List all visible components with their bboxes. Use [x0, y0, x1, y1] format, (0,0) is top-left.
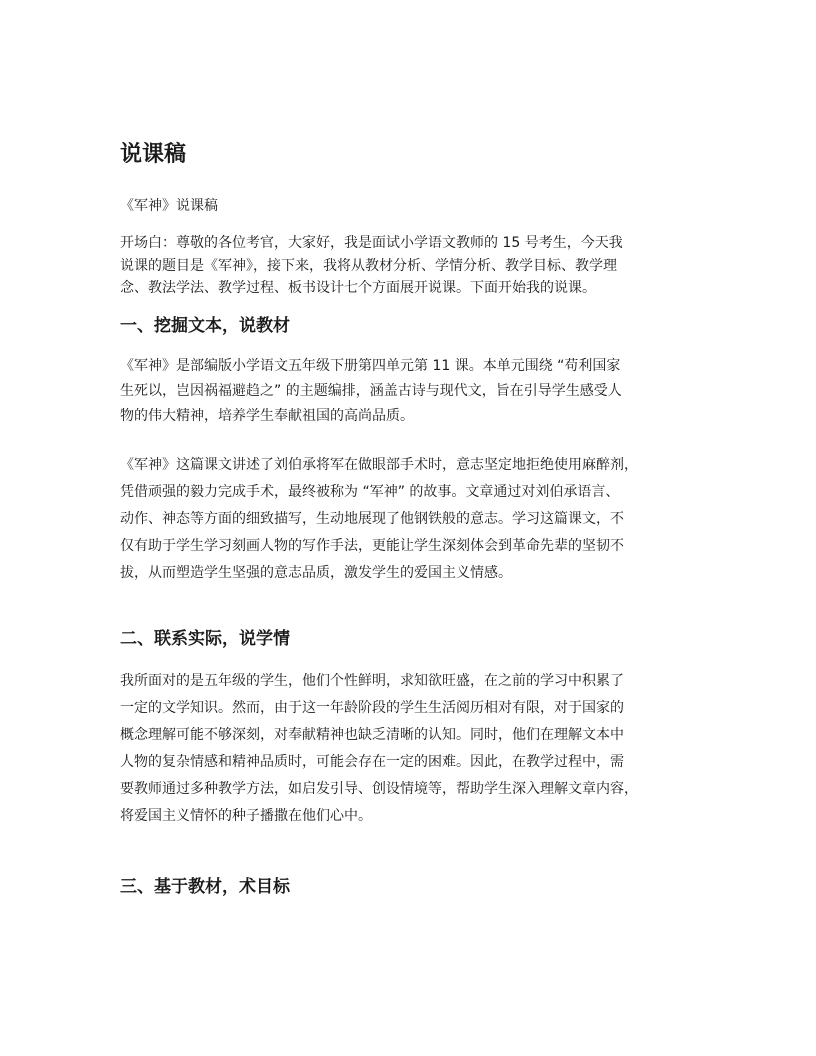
lesson-subtitle: 《军神》说课稿	[120, 198, 218, 214]
text-line: 《军神》这篇课文讲述了刘伯承将军在做眼部手术时，意志坚定地拒绝使用麻醉剂，	[120, 457, 638, 473]
text-line: 一定的文学知识。然而，由于这一年龄阶段的学生生活阅历相对有限，对于国家的	[120, 700, 624, 716]
textbook-paragraph-1	[120, 354, 710, 429]
document-title: 说课稿	[120, 142, 187, 167]
text-line: 将爱国主义情怀的种子播撒在他们心中。	[120, 808, 372, 824]
textbook-paragraph-2	[120, 452, 710, 587]
students-paragraph	[120, 668, 710, 830]
section-heading-textbook: 一、挖掘文本，说教材	[120, 316, 290, 336]
text-line: 开场白：尊敬的各位考官，大家好，我是面试小学语文教师的 15 号考生，今天我	[120, 235, 623, 251]
text-line: 说课的题目是《军神》，接下来，我将从教材分析、学情分析、教学目标、教学理	[120, 257, 617, 274]
text-line: 人物的复杂情感和精神品质时，可能会存在一定的困难。因此，在教学过程中，需	[120, 754, 624, 770]
text-line: 要教师通过多种教学方法，如启发引导、创设情境等，帮助学生深入理解文章内容，	[120, 781, 638, 797]
section-heading-objectives: 三、基于教材，术目标	[120, 877, 290, 897]
text-line: 拔，从而塑造学生坚强的意志品质，激发学生的爱国主义情感。	[120, 565, 512, 581]
text-line: 《军神》是部编版小学语文五年级下册第四单元第 11 课。本单元围绕 “苟利国家	[120, 358, 621, 374]
section-heading-students: 二、联系实际，说学情	[120, 629, 290, 649]
text-line: 念、教法学法、教学过程、板书设计七个方面展开说课。下面开始我的说课。	[120, 280, 596, 296]
intro-paragraph	[120, 232, 710, 300]
text-line: 动作、神态等方面的细致描写，生动地展现了他钢铁般的意志。学习这篇课文，不	[120, 511, 624, 527]
text-line: 仅有助于学生学习刻画人物的写作手法，更能让学生深刻体会到革命先辈的坚韧不	[120, 538, 624, 554]
text-line: 凭借顽强的毅力完成手术，最终被称为 “军神” 的故事。文章通过对刘伯承语言、	[120, 484, 620, 500]
text-line: 物的伟大精神，培养学生奉献祖国的高尚品质。	[120, 408, 414, 424]
text-line: 概念理解可能不够深刻，对奉献精神也缺乏清晰的认知。同时，他们在理解文本中	[120, 727, 624, 743]
text-line: 我所面对的是五年级的学生，他们个性鲜明，求知欲旺盛，在之前的学习中积累了	[120, 673, 624, 689]
text-line: 生死以，岂因祸福避趋之” 的主题编排，涵盖古诗与现代文，旨在引导学生感受人	[120, 383, 622, 399]
